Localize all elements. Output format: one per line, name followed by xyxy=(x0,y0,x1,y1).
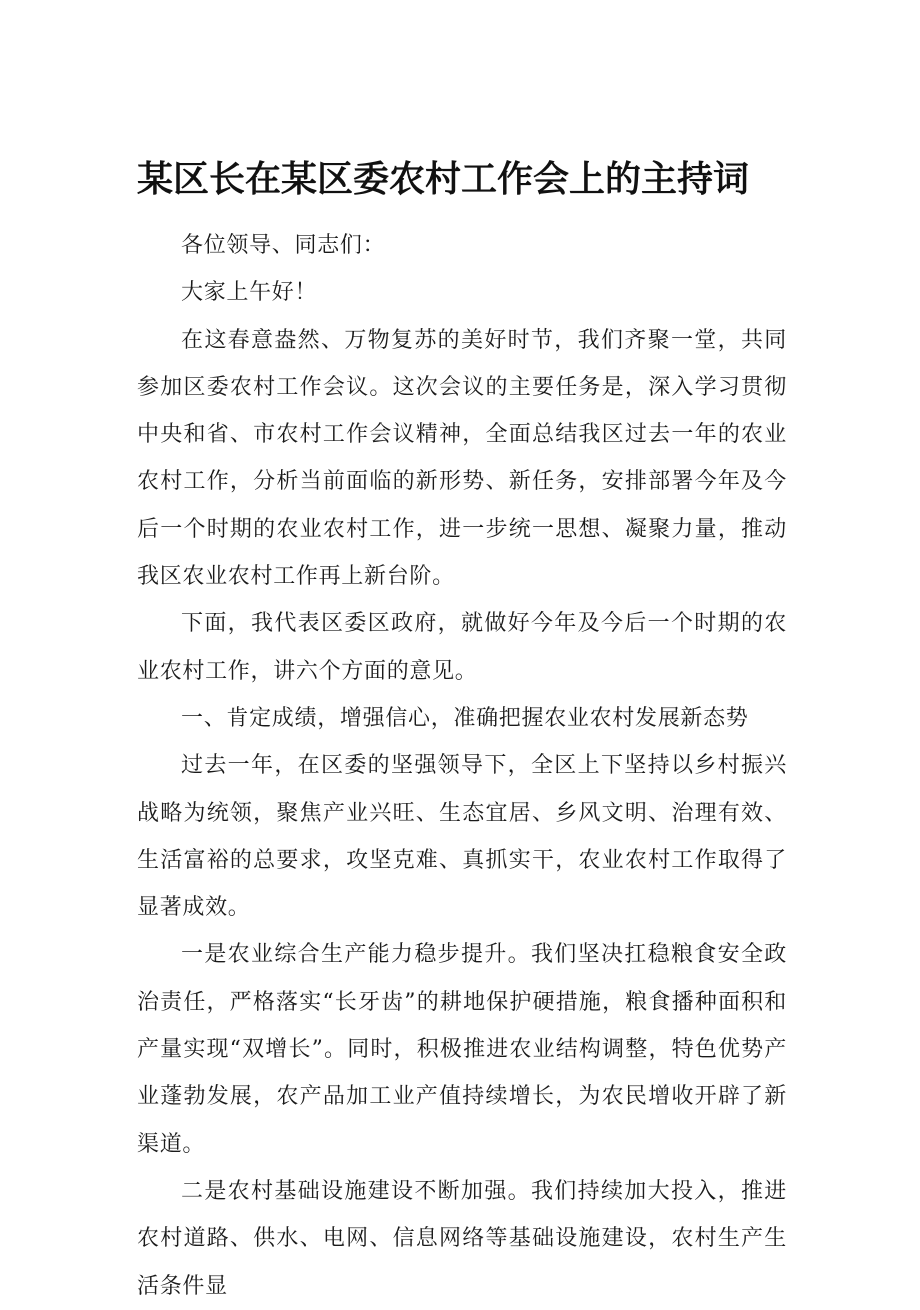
paragraph-past-year: 过去一年，在区委的坚强领导下，全区上下坚持以乡村振兴战略为统领，聚焦产业兴旺、生态宜居、乡风文明、治理有效、生活富裕的总要求，攻坚克难、真抓实干，农业农村工作取得了显著成效。 xyxy=(137,753,787,921)
paragraph-meeting-intro: 在这春意盎然、万物复苏的美好时节，我们齐聚一堂，共同参加区委农村工作会议。这次会议的主要任务是，深入学习贯彻中央和省、市农村工作会议精神，全面总结我区过去一年的农业农村工作，分析当前面临的新形势、新任务，安排部署今年及今后一个时期的农业农村工作，进一步统一思想、凝聚力量，推动我区农业农村工作再上新台阶。 xyxy=(137,327,787,590)
paragraph-good-morning: 大家上午好！ xyxy=(181,280,318,306)
section-heading-one: 一、肯定成绩，增强信心，准确把握农业农村发展新态势 xyxy=(181,705,749,731)
paragraph-six-opinions: 下面，我代表区委区政府，就做好今年及今后一个时期的农业农村工作，讲六个方面的意见。 xyxy=(137,611,787,684)
document-body xyxy=(137,222,787,1310)
document-title: 某区长在某区委农村工作会上的主持词 xyxy=(137,159,750,200)
paragraph-greeting: 各位领导、同志们： xyxy=(181,233,386,258)
paragraph-point-two: 二是农村基础设施建设不断加强。我们持续加大投入，推进农村道路、供水、电网、信息网络等基础设施建设，农村生产生活条件显 xyxy=(137,1178,787,1299)
paragraph-point-one: 一是农业综合生产能力稳步提升。我们坚决扛稳粮食安全政治责任，严格落实“长牙齿”的耕地保护硬措施，粮食播种面积和产量实现“双增长”。同时，积极推进农业结构调整，特色优势产业蓬勃发展，农产品加工业产值持续增长，为农民增收开辟了新渠道。 xyxy=(137,942,787,1157)
